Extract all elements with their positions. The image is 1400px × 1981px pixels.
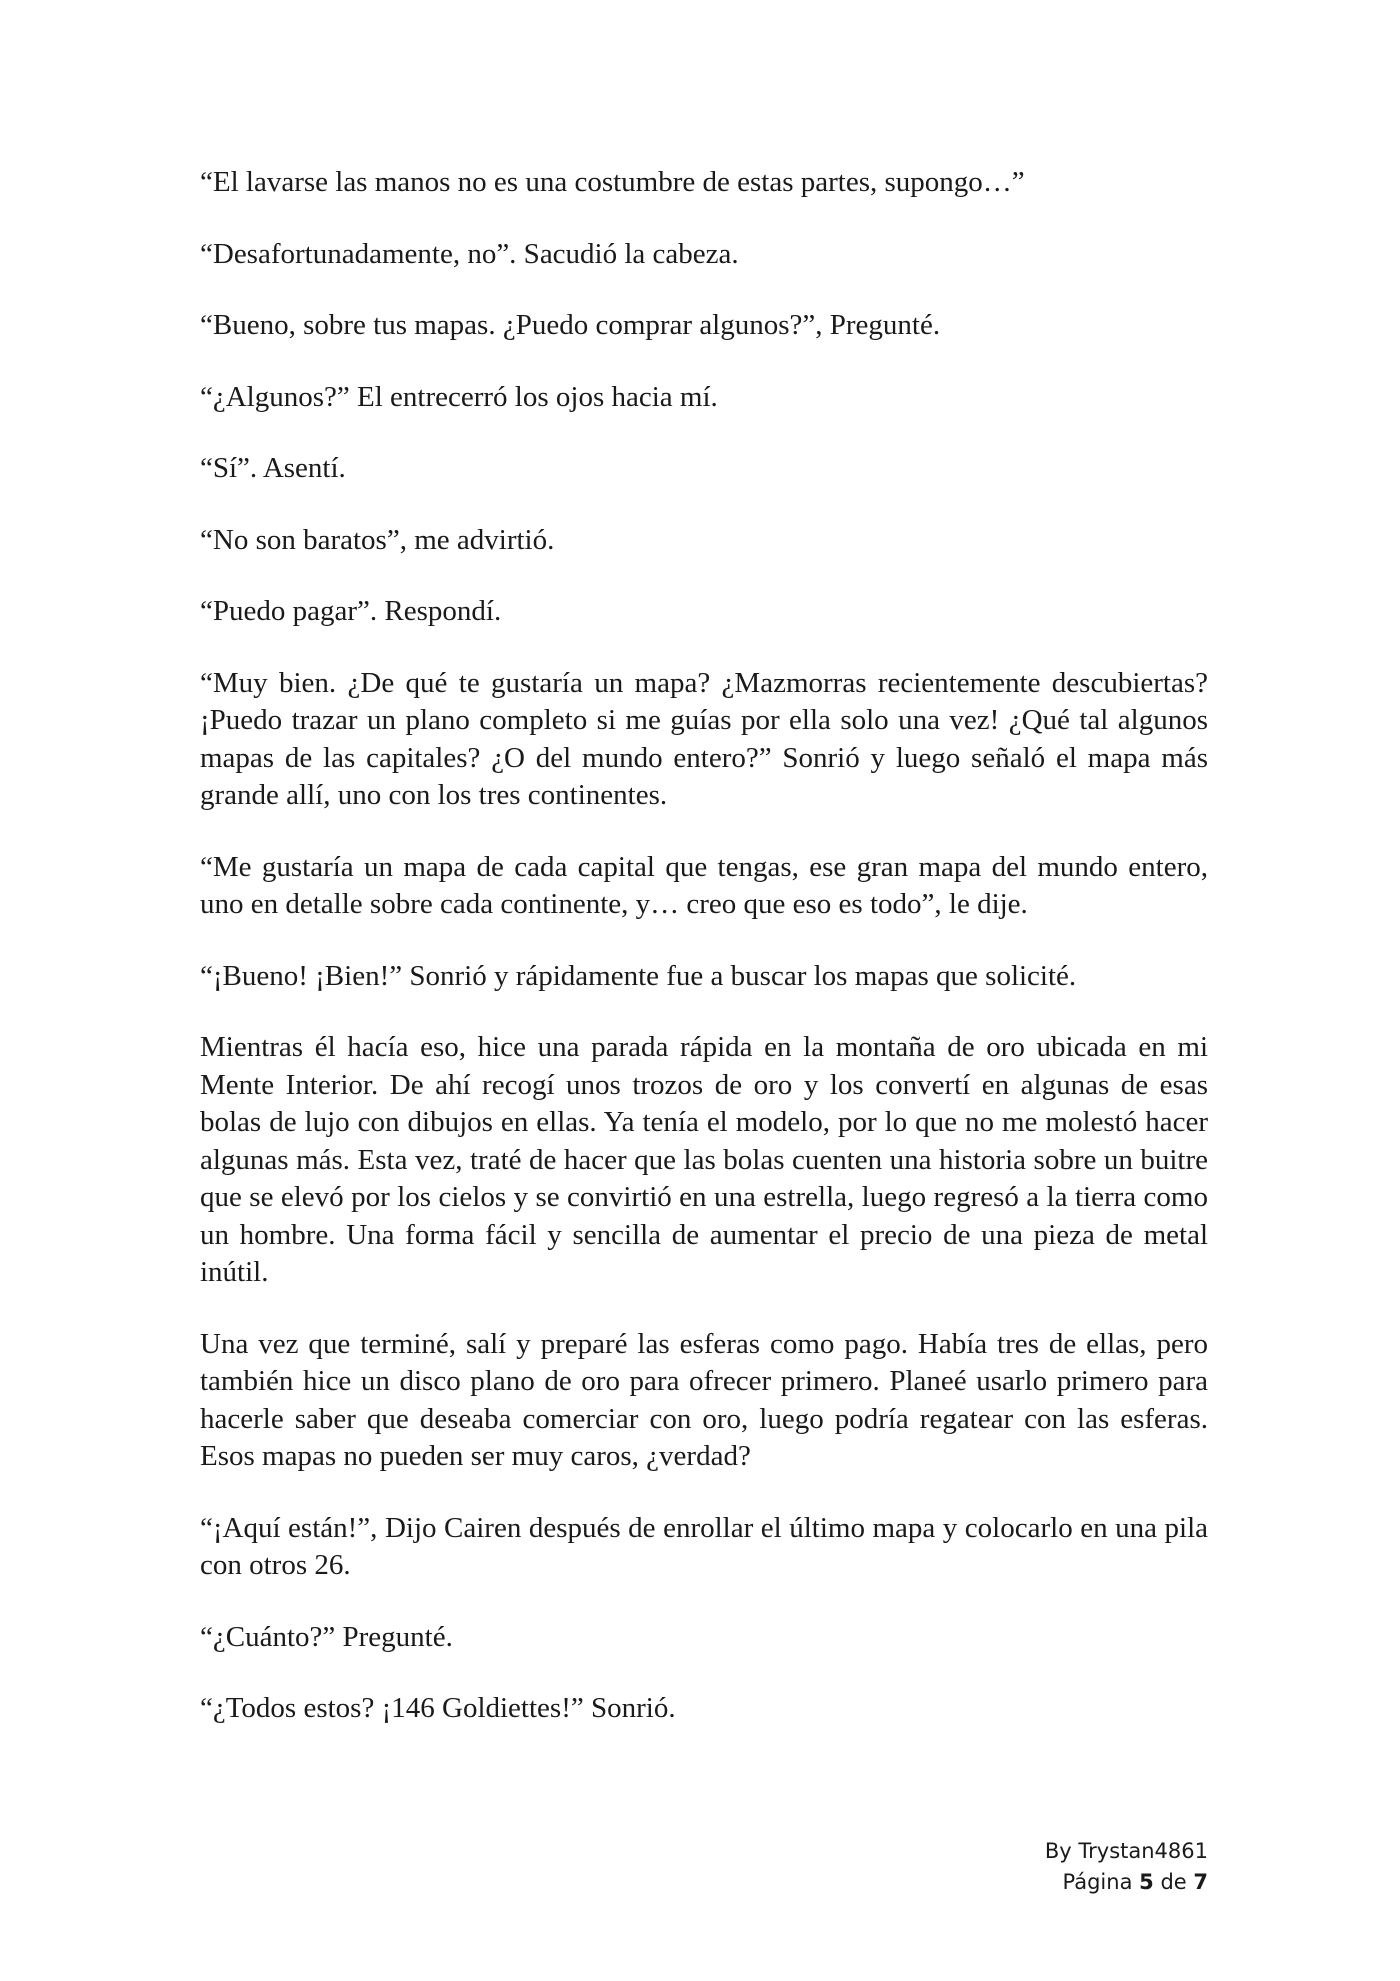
footer-page-word: Página (1062, 1870, 1133, 1894)
footer-page-total: 7 (1193, 1870, 1208, 1894)
paragraph-14: “¿Cuánto?” Pregunté. (200, 1620, 453, 1653)
document-body (200, 164, 1208, 1762)
footer-page-number (1045, 1867, 1208, 1898)
paragraph-10: “¡Bueno! ¡Bien!” Sonrió y rápidamente fue a buscar los mapas que solicité. (200, 959, 1077, 992)
footer-page-of: de (1160, 1870, 1187, 1894)
paragraph-3: “Bueno, sobre tus mapas. ¿Puedo comprar algunos?”, Pregunté. (200, 309, 941, 341)
paragraph-15: “¿Todos estos? ¡146 Goldiettes!” Sonrió. (200, 1692, 676, 1724)
footer-page-current: 5 (1139, 1870, 1154, 1894)
paragraph-1: “El lavarse las manos no es una costumbre de estas partes, supongo…” (200, 166, 1025, 198)
paragraph-12: Una vez que terminé, salí y preparé las esferas como pago. Había tres de ellas, pero también hice un disco plano de oro para ofrecer primero. Planeé usarlo primero para hacerle saber que deseaba comerciar con oro, luego podría regatear con las esferas. Esos mapas no pueden ser muy caros, ¿verdad? (200, 1327, 1208, 1472)
paragraph-4: “¿Algunos?” El entrecerró los ojos hacia mí. (200, 380, 718, 413)
paragraph-13: “¡Aquí están!”, Dijo Cairen después de enrollar el último mapa y colocarlo en una pila con otros 26. (200, 1511, 1208, 1581)
paragraph-8: “Muy bien. ¿De qué te gustaría un mapa? ¿Mazmorras recientemente descubiertas? ¡Puedo trazar un plano completo si me guías por ella solo una vez! ¿Qué tal algunos mapas de las capitales? ¿O del mundo entero?” Sonrió y luego señaló el mapa más grande allí, uno con los tres continentes. (200, 666, 1208, 811)
page-footer (1045, 1836, 1208, 1898)
paragraph-2: “Desafortunadamente, no”. Sacudió la cabeza. (200, 237, 739, 270)
paragraph-5: “Sí”. Asentí. (200, 452, 346, 484)
paragraph-6: “No son baratos”, me advirtió. (200, 523, 555, 556)
paragraph-9: “Me gustaría un mapa de cada capital que tengas, ese gran mapa del mundo entero, uno en detalle sobre cada continente, y… creo que eso es todo”, le dije. (200, 850, 1208, 920)
paragraph-11: Mientras él hacía eso, hice una parada rápida en la montaña de oro ubicada en mi Mente Interior. De ahí recogí unos trozos de oro y los convertí en algunas de esas bolas de lujo con dibujos en ellas. Ya tenía el modelo, por lo que no me molestó hacer algunas más. Esta vez, traté de hacer que las bolas cuenten una historia sobre un buitre que se elevó por los cielos y se convirtió en una estrella, luego regresó a la tierra como un hombre. Una forma fácil y sencilla de aumentar el precio de una pieza de metal inútil. (200, 1031, 1208, 1288)
paragraph-7: “Puedo pagar”. Respondí. (200, 595, 502, 627)
footer-author: By Trystan4861 (1044, 1839, 1208, 1863)
